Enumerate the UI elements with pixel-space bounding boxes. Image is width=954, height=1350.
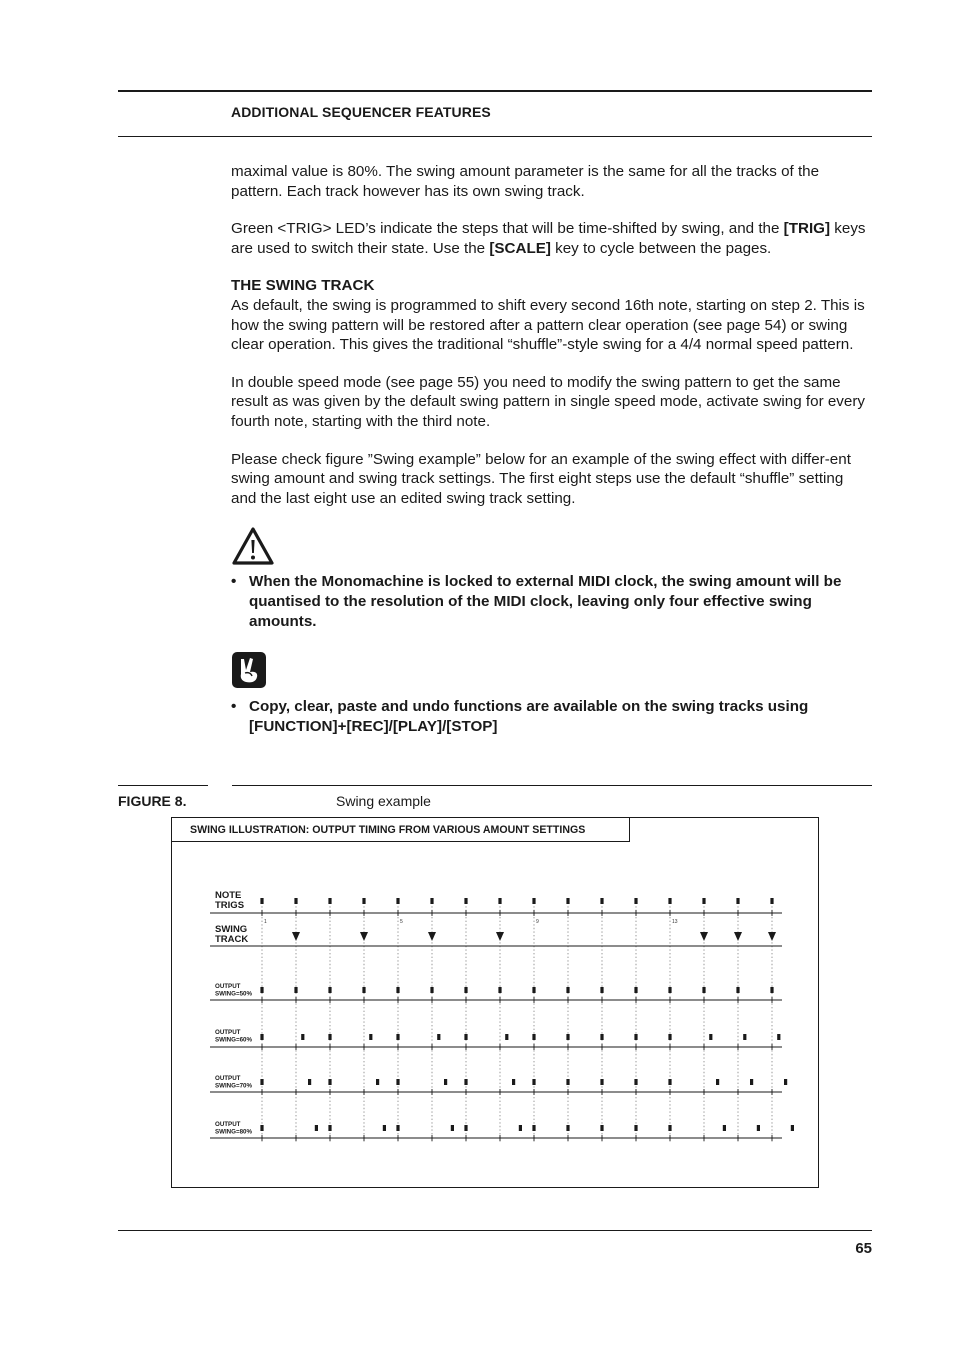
output-note-mark [505,1034,508,1040]
row-label-line2: TRACK [215,934,249,945]
output-note-mark [315,1125,318,1131]
header-rule-bottom [118,136,872,137]
footer-rule [118,1230,872,1231]
output-note-mark [376,1079,379,1085]
output-note-mark [328,1034,331,1040]
output-note-mark [634,1079,637,1085]
output-note-mark [362,987,365,993]
row-label-line1: SWING [215,924,248,935]
output-note-mark [600,987,603,993]
output-note-mark [743,1034,746,1040]
output-note-mark [396,1125,399,1131]
output-note-mark [668,1034,671,1040]
swing-diagram [172,818,818,1187]
output-note-mark [757,1125,760,1131]
output-note-mark [709,1034,712,1040]
heading-swing-track: THE SWING TRACK [231,277,375,295]
output-note-mark [369,1034,372,1040]
output-note-mark [260,1079,263,1085]
output-note-mark [396,987,399,993]
output-note-mark [383,1125,386,1131]
step-number-label: 5 [400,919,403,925]
swing-arrow-mark [360,932,368,941]
section-title: ADDITIONAL SEQUENCER FEATURES [231,104,491,120]
output-note-mark [451,1125,454,1131]
swing-arrow-mark [496,932,504,941]
output-note-mark [777,1034,780,1040]
output-note-mark [328,987,331,993]
output-note-mark [784,1079,787,1085]
note-trig-mark [770,898,773,904]
figure-caption: Swing example [336,793,431,809]
output-note-mark [600,1125,603,1131]
note-trig-mark [600,898,603,904]
header-rule-top [118,90,872,92]
row-label-line1: OUTPUT [215,1029,241,1036]
note-trig-mark [532,898,535,904]
output-note-mark [308,1079,311,1085]
swing-arrow-mark [292,932,300,941]
row-label-line1: OUTPUT [215,1075,241,1082]
note-trig-mark [566,898,569,904]
output-note-mark [301,1034,304,1040]
output-note-mark [512,1079,515,1085]
victory-hand-icon [231,651,275,691]
note-trig-mark [736,898,739,904]
output-note-mark [294,987,297,993]
output-note-mark [668,987,671,993]
note-trig-mark [668,898,671,904]
paragraph-trig-leds: Green <TRIG> LED’s indicate the steps that will be time-shifted by swing, and the [TRIG] keys are used to switch their state. Use the [SCALE] key to cycle between the pages. [231,220,866,257]
row-label-line2: SWING=60% [215,1036,252,1044]
note-trig-mark [702,898,705,904]
output-note-mark [716,1079,719,1085]
output-note-mark [464,1079,467,1085]
output-note-mark [634,1034,637,1040]
swing-arrow-mark [734,932,742,941]
figure-rule-right [232,785,872,786]
output-note-mark [600,1079,603,1085]
output-note-mark [634,987,637,993]
output-note-mark [260,987,263,993]
note-trig-mark [294,898,297,904]
note-trig-mark [498,898,501,904]
swing-illustration [171,817,819,1188]
output-note-mark [519,1125,522,1131]
output-note-mark [498,987,501,993]
page-number: 65 [855,1240,872,1257]
paragraph-figure-reference: Please check figure ”Swing example” below for an example of the swing effect with differ-ent swing amount and swing track settings. The first eight steps use the default “shuffle” setting and the last eight use an edited swing track setting. [231,450,851,507]
output-note-mark [532,1034,535,1040]
output-note-mark [532,1125,535,1131]
output-note-mark [566,1079,569,1085]
output-note-mark [396,1079,399,1085]
output-note-mark [328,1079,331,1085]
row-label-line1: OUTPUT [215,983,241,990]
output-note-mark [770,987,773,993]
row-label-line2: SWING=70% [215,1082,252,1090]
note-trig-mark [328,898,331,904]
paragraph-swing-amount: maximal value is 80%. The swing amount parameter is the same for all the tracks of the pattern. Each track however has its own swing track. [231,163,820,200]
output-note-mark [464,987,467,993]
note-trig-mark [464,898,467,904]
swing-arrow-mark [428,932,436,941]
note-trig-mark [260,898,263,904]
output-note-mark [396,1034,399,1040]
row-label-line2: SWING=50% [215,990,252,998]
warning-bullet: • When the Monomachine is locked to external MIDI clock, the swing amount will be quantised to the resolution of the MIDI clock, leaving only four effective swing amounts. [231,573,842,630]
trig-key-label: [TRIG] [783,220,831,238]
paragraph-default-swing: As default, the swing is programmed to shift every second 16th note, starting on step 2. This is how the swing pattern will be restored after a pattern clear operation (see page 54) or swing clear operation. This gives the traditional “shuffle”-style swing for a 4/4 normal speed pattern. [231,296,865,354]
output-note-mark [532,1079,535,1085]
step-number-label: 13 [672,919,678,925]
row-label-line2: SWING=80% [215,1128,252,1136]
figure-title: SWING ILLUSTRATION: OUTPUT TIMING FROM VARIOUS AMOUNT SETTINGS [172,818,630,842]
output-note-mark [464,1125,467,1131]
note-trig-mark [362,898,365,904]
row-label-line1: OUTPUT [215,1121,241,1128]
body-text [231,162,871,736]
output-note-mark [430,987,433,993]
step-number-label: 9 [536,919,539,925]
warning-triangle-icon [231,526,275,566]
row-label-line1: NOTE [215,890,242,901]
output-note-mark [668,1125,671,1131]
output-note-mark [566,987,569,993]
output-note-mark [736,987,739,993]
note-trig-mark [430,898,433,904]
output-note-mark [328,1125,331,1131]
output-note-mark [600,1034,603,1040]
scale-key-label: [SCALE] [489,239,551,257]
output-note-mark [260,1034,263,1040]
output-note-mark [566,1034,569,1040]
swing-arrow-mark [768,932,776,941]
output-note-mark [668,1079,671,1085]
output-note-mark [437,1034,440,1040]
tip-bullet: • Copy, clear, paste and undo functions are available on the swing tracks using [FUNCTION]+[REC]/[PLAY]/[STOP] [231,698,809,735]
output-note-mark [566,1125,569,1131]
row-label-line2: TRIGS [215,900,245,911]
output-note-mark [791,1125,794,1131]
figure-rule-left [118,785,208,786]
output-note-mark [464,1034,467,1040]
output-note-mark [723,1125,726,1131]
swing-arrow-mark [700,932,708,941]
output-note-mark [260,1125,263,1131]
output-note-mark [532,987,535,993]
step-number-label: 1 [264,919,267,925]
note-trig-mark [396,898,399,904]
output-note-mark [634,1125,637,1131]
output-note-mark [750,1079,753,1085]
output-note-mark [444,1079,447,1085]
note-trig-mark [634,898,637,904]
figure-label: FIGURE 8. [118,793,187,809]
output-note-mark [702,987,705,993]
paragraph-double-speed: In double speed mode (see page 55) you need to modify the swing pattern to get the same result as was given by the default swing pattern in single speed mode, activate swing for every fourth note, starting with the third note. [231,373,865,430]
